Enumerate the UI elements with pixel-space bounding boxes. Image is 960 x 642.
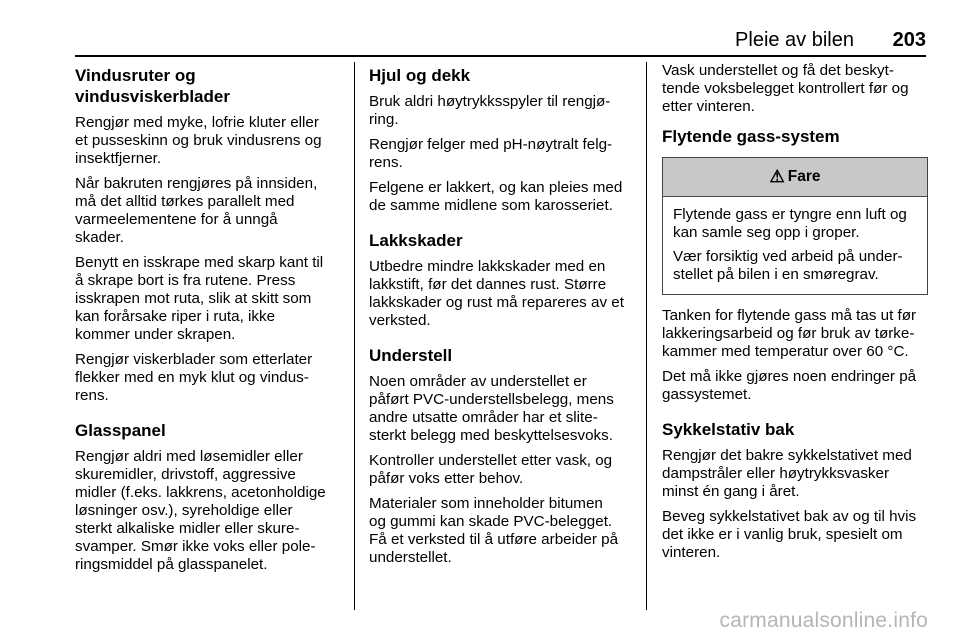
paragraph: Benytt en isskrape med skarp kant til å skrape bort is fra rutene. Press isskrapen mot ruta, slik at skitt som kan forårsake riper i ruta, ikke kommer under skrapen. xyxy=(75,254,324,343)
page-header xyxy=(75,28,926,56)
paragraph: Tanken for flytende gass må tas ut før lakkeringsarbeid og før bruk av tørke- kammer med temperatur over 60 °C. xyxy=(662,307,917,360)
warning-triangle-icon: ⚠ xyxy=(769,167,785,186)
paragraph: Rengjør det bakre sykkelstativet med dampstråler eller høytrykksvasker minst én gang i året. xyxy=(662,447,912,500)
heading-paint-damage: Lakkskader xyxy=(369,231,463,250)
warning-text: Vær forsiktig ved arbeid på under- stellet på bilen i en smøregrav. xyxy=(673,248,903,283)
paragraph: Rengjør aldri med løsemidler eller skuremidler, drivstoff, aggressive midler (f.eks. lakkrens, acetonholdige løsninger osv.), syreholdige eller sterkt alkaliske midler eller skure- svamper. Smør ikke voks eller pole- ringsmiddel på glasspanelet. xyxy=(75,448,326,573)
paragraph: Når bakruten rengjøres på innsiden, må det alltid tørkes parallelt med varmeelementene for å unngå skader. xyxy=(75,175,318,246)
paragraph: Rengjør viskerblader som etterlater flekker med en myk klut og vindus- rens. xyxy=(75,351,313,404)
heading-rear-bike-rack: Sykkelstativ bak xyxy=(662,420,795,439)
paragraph: Bruk aldri høytrykksspyler til rengjø- ring. xyxy=(369,93,611,128)
page-number: 203 xyxy=(892,29,926,51)
warning-header xyxy=(663,158,927,197)
paragraph: Utbedre mindre lakkskader med en lakkstift, før det dannes rust. Større lakkskader og rust må repareres av et verksted. xyxy=(369,258,624,329)
section-title: Pleie av bilen xyxy=(735,29,854,51)
column-divider xyxy=(646,62,647,610)
column-left xyxy=(75,62,343,581)
column-right xyxy=(662,62,928,569)
heading-lpg-system: Flytende gass-system xyxy=(662,127,840,146)
heading-windows-wipers: Vindusruter og vindusviskerblader xyxy=(75,66,230,106)
column-divider xyxy=(354,62,355,610)
heading-glass-panel: Glasspanel xyxy=(75,421,166,440)
paragraph: Det må ikke gjøres noen endringer på gassystemet. xyxy=(662,368,917,403)
paragraph: Noen områder av understellet er påført PVC-understellsbelegg, mens andre utsatte områder har et slite- sterkt belegg med beskyttelsesvoks. xyxy=(369,373,614,444)
column-middle xyxy=(369,62,635,574)
heading-wheels-tyres: Hjul og dekk xyxy=(369,66,471,85)
paragraph: Rengjør med myke, lofrie kluter eller et pusseskinn og bruk vindusrens og insektfjerner. xyxy=(75,114,322,167)
warning-body xyxy=(663,197,927,294)
warning-label: Fare xyxy=(787,168,821,185)
header-rule xyxy=(75,55,926,57)
paragraph: Materialer som inneholder bitumen og gummi kan skade PVC-belegget. Få et verksted til å utføre arbeider på understellet. xyxy=(369,495,619,566)
paragraph: Vask understellet og få det beskyt- tende voksbelegget kontrollert før og etter vinteren. xyxy=(662,62,909,115)
danger-warning-box xyxy=(662,157,928,295)
watermark: carmanualsonline.info xyxy=(719,609,928,632)
heading-underbody: Understell xyxy=(369,346,453,365)
paragraph: Beveg sykkelstativet bak av og til hvis det ikke er i vanlig bruk, spesielt om vinteren. xyxy=(662,508,917,561)
paragraph: Rengjør felger med pH-nøytralt felg- rens. xyxy=(369,136,613,171)
paragraph: Kontroller understellet etter vask, og påfør voks etter behov. xyxy=(369,452,613,487)
paragraph: Felgene er lakkert, og kan pleies med de samme midlene som karosseriet. xyxy=(369,179,623,214)
warning-text: Flytende gass er tyngre enn luft og kan samle seg opp i groper. xyxy=(673,206,907,241)
